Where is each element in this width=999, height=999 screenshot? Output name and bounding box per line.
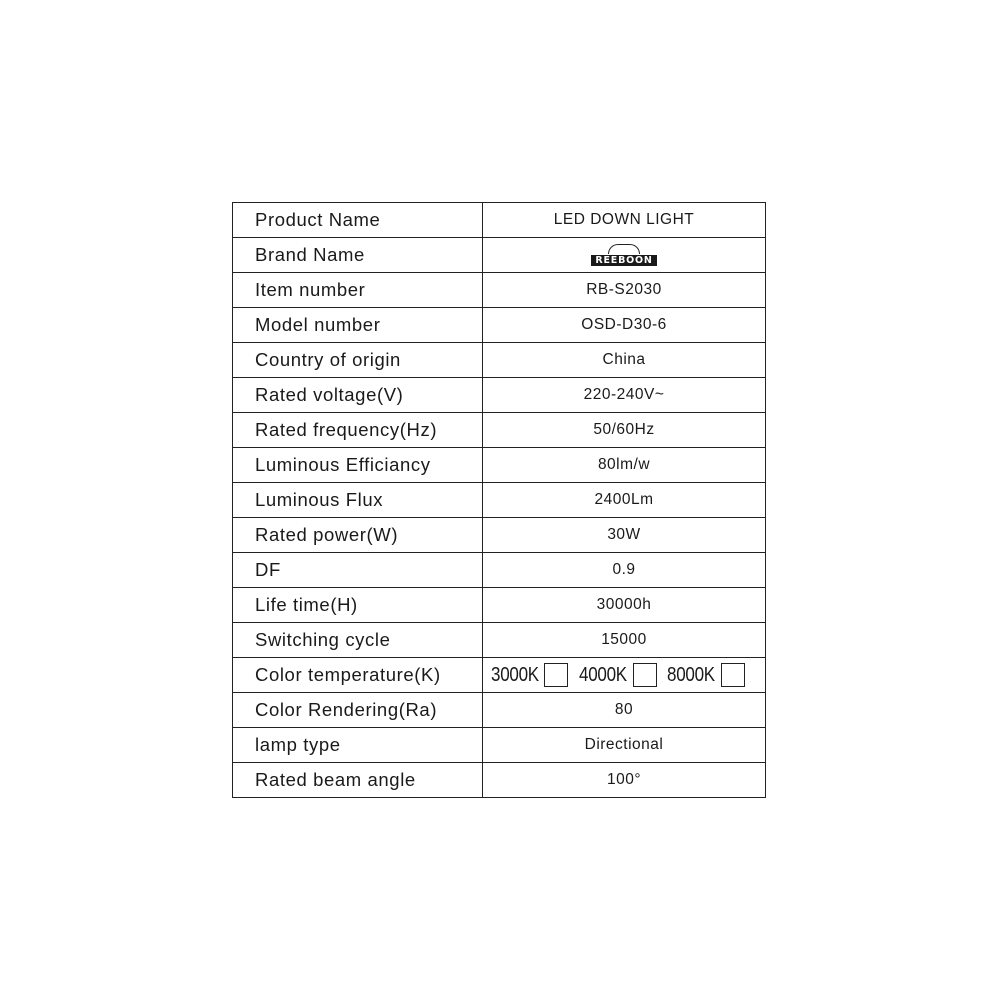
spec-row-rated-voltage (233, 378, 766, 413)
spec-row-color-temperature (233, 658, 766, 693)
spec-label: Luminous Flux (233, 483, 483, 518)
temp-option-4000k (579, 663, 660, 687)
spec-label: DF (233, 553, 483, 588)
spec-row-country-of-origin (233, 343, 766, 378)
temp-option-label: 4000K (579, 663, 628, 686)
checkbox-8000k[interactable] (721, 663, 745, 687)
spec-label: Model number (233, 308, 483, 343)
spec-row-model-number (233, 308, 766, 343)
spec-label: Rated voltage(V) (233, 378, 483, 413)
logo-arc (608, 244, 640, 254)
spec-row-rated-power (233, 518, 766, 553)
spec-row-brand-name (233, 238, 766, 273)
spec-value (483, 238, 766, 273)
spec-row-rated-frequency (233, 413, 766, 448)
spec-label: Color Rendering(Ra) (233, 693, 483, 728)
temp-option-8000k (667, 663, 748, 687)
checkbox-4000k[interactable] (633, 663, 657, 687)
spec-value: 15000 (483, 623, 766, 658)
checkbox-3000k[interactable] (544, 663, 568, 687)
spec-value: China (483, 343, 766, 378)
spec-value: 30000h (483, 588, 766, 623)
spec-label: Brand Name (233, 238, 483, 273)
spec-row-lamp-type (233, 728, 766, 763)
spec-label: Switching cycle (233, 623, 483, 658)
spec-label: Luminous Efficiancy (233, 448, 483, 483)
spec-row-product-name (233, 203, 766, 238)
spec-table (232, 202, 766, 798)
spec-label: Rated beam angle (233, 763, 483, 798)
spec-label: lamp type (233, 728, 483, 763)
spec-value: OSD-D30-6 (483, 308, 766, 343)
spec-row-switching-cycle (233, 623, 766, 658)
spec-row-color-rendering (233, 693, 766, 728)
spec-label: Item number (233, 273, 483, 308)
temp-option-label: 8000K (667, 663, 716, 686)
spec-value: Directional (483, 728, 766, 763)
spec-row-life-time (233, 588, 766, 623)
spec-row-rated-beam-angle (233, 763, 766, 798)
spec-value: 0.9 (483, 553, 766, 588)
spec-label: Country of origin (233, 343, 483, 378)
spec-row-item-number (233, 273, 766, 308)
spec-label: Life time(H) (233, 588, 483, 623)
spec-label: Product Name (233, 203, 483, 238)
temp-option-3000k (491, 663, 572, 687)
spec-value: 50/60Hz (483, 413, 766, 448)
spec-label: Rated frequency(Hz) (233, 413, 483, 448)
spec-value: 30W (483, 518, 766, 553)
reeboon-logo-icon (591, 244, 656, 267)
spec-value: 80 (483, 693, 766, 728)
spec-value: 80lm/w (483, 448, 766, 483)
spec-value: 100° (483, 763, 766, 798)
spec-label: Rated power(W) (233, 518, 483, 553)
temp-option-label: 3000K (491, 663, 539, 686)
spec-value: RB-S2030 (483, 273, 766, 308)
spec-value: LED DOWN LIGHT (483, 203, 766, 238)
spec-row-df (233, 553, 766, 588)
spec-value: 220-240V~ (483, 378, 766, 413)
spec-value: 2400Lm (483, 483, 766, 518)
brand-logo-text: REEBOON (591, 255, 656, 267)
spec-row-luminous-efficiency (233, 448, 766, 483)
spec-label: Color temperature(K) (233, 658, 483, 693)
color-temperature-options (483, 658, 766, 693)
spec-row-luminous-flux (233, 483, 766, 518)
